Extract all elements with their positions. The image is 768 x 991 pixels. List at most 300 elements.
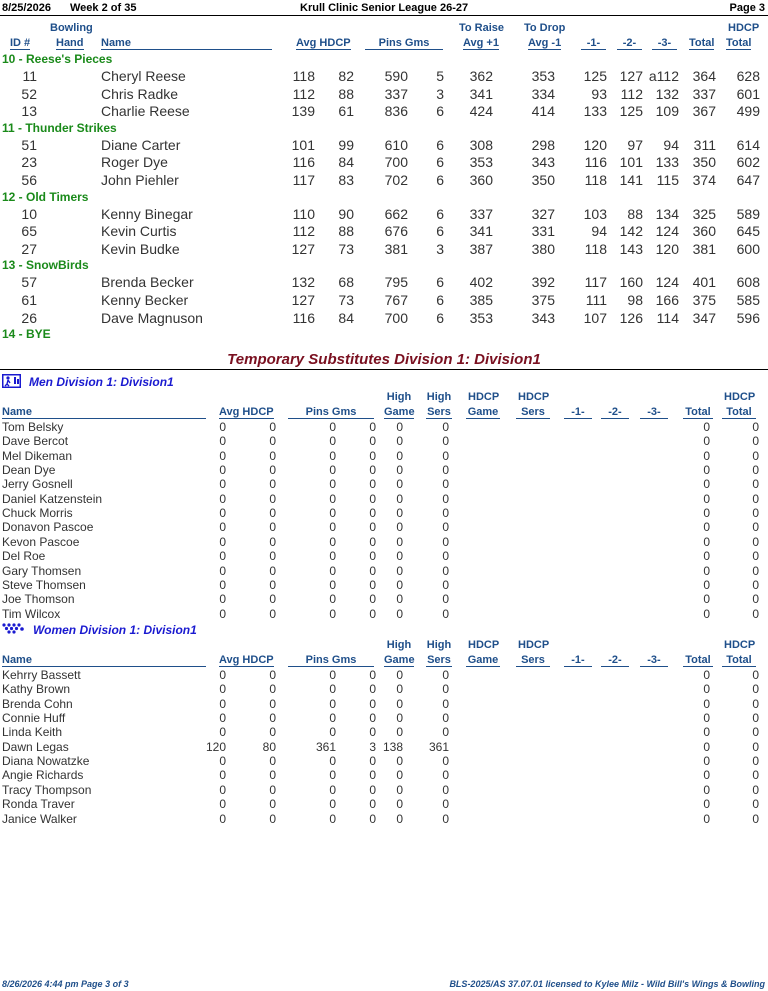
bowler-g1: 103: [583, 205, 607, 222]
substitute-hs: 0: [442, 549, 449, 564]
col-avg-hdcp: Avg HDCP: [296, 37, 351, 49]
substitute-hg: 0: [396, 606, 403, 621]
bowler-drop: 334: [531, 85, 555, 102]
bowler-g2: 160: [619, 274, 643, 291]
bowler-raise: 385: [469, 292, 493, 308]
bowler-hdcp: 90: [338, 205, 354, 222]
substitute-row: [0, 506, 768, 520]
col-name: Name: [2, 406, 206, 419]
substitute-pins: 361: [315, 739, 336, 754]
substitute-pins: 0: [329, 668, 336, 682]
bowler-drop: 392: [531, 274, 555, 291]
col-to-raise: To Raise: [459, 22, 505, 34]
substitute-row: [0, 711, 768, 725]
substitute-hs: 0: [442, 725, 449, 740]
team-header: 10 - Reese's Pieces: [2, 52, 113, 66]
bowler-raise: 337: [469, 205, 493, 222]
bowler-total: 367: [692, 103, 716, 120]
substitute-pins: 0: [329, 768, 336, 783]
substitute-hdcp: 0: [269, 782, 276, 797]
bowler-htotal: 499: [736, 103, 760, 120]
substitute-hg: 0: [396, 534, 403, 549]
bowler-raise: 424: [469, 103, 493, 120]
bowler-row: [0, 310, 768, 328]
substitutes-divider: [0, 369, 768, 370]
bowler-id: 23: [21, 154, 37, 171]
substitute-hdcp: 0: [269, 420, 276, 434]
bowler-g1: 93: [591, 85, 607, 102]
bowler-hdcp: 88: [338, 85, 354, 102]
bowler-name: Cheryl Reese: [101, 68, 186, 84]
substitute-row: [0, 768, 768, 782]
substitute-gms: 0: [369, 463, 376, 478]
substitute-gms: 0: [369, 797, 376, 812]
col-pins-gms: Pins Gms: [288, 654, 374, 667]
substitute-gms: 0: [369, 768, 376, 783]
substitute-avg: 0: [219, 768, 226, 783]
bowler-g2: 126: [619, 309, 643, 326]
col-game2: -2-: [601, 654, 629, 667]
bowler-pins: 676: [384, 223, 408, 240]
bowler-avg: 112: [292, 85, 315, 102]
substitute-pins: 0: [329, 534, 336, 549]
substitute-htotal: 0: [752, 563, 759, 578]
substitute-hdcp: 0: [269, 725, 276, 740]
substitute-name: Joe Thomson: [2, 592, 75, 607]
col-game3: -3-: [640, 654, 668, 667]
bowler-total: 325: [692, 205, 716, 222]
bowler-drop: 298: [531, 136, 555, 153]
substitute-pins: 0: [329, 491, 336, 506]
substitute-hdcp: 0: [269, 668, 276, 682]
substitute-hg: 138: [382, 739, 403, 754]
bowler-total: 350: [692, 154, 716, 171]
substitute-avg: 120: [205, 739, 226, 754]
bowler-gms: 3: [436, 240, 444, 257]
substitute-row: [0, 434, 768, 448]
substitute-htotal: 0: [752, 420, 759, 434]
col-game2: -2-: [601, 406, 629, 419]
substitute-name: Daniel Katzenstein: [2, 491, 103, 506]
substitute-hdcp: 0: [269, 434, 276, 449]
substitute-name: Steve Thomsen: [2, 577, 86, 592]
bowler-id: 13: [21, 103, 37, 120]
substitute-total: 0: [703, 668, 710, 682]
substitute-htotal: 0: [752, 811, 759, 826]
substitute-htotal: 0: [752, 491, 759, 506]
substitute-total: 0: [703, 534, 710, 549]
substitute-hs: 0: [442, 696, 449, 711]
bowler-name: Kevin Curtis: [101, 223, 177, 240]
bowler-name: Kenny Becker: [101, 292, 189, 308]
col-avg-hdcp: Avg HDCP: [219, 654, 274, 666]
bowler-name: Brenda Becker: [101, 274, 194, 291]
substitute-row: [0, 549, 768, 563]
substitute-name: Tim Wilcox: [2, 606, 61, 621]
substitute-pins: 0: [329, 592, 336, 607]
bowler-hdcp: 61: [338, 103, 354, 120]
substitute-hs: 0: [442, 520, 449, 535]
bowler-g2: 98: [627, 292, 643, 308]
col-hdcp-sers: Sers: [516, 406, 550, 419]
bowler-row: [0, 223, 768, 241]
substitute-htotal: 0: [752, 725, 759, 740]
bowler-raise: 341: [469, 223, 493, 240]
bowler-g1: 94: [591, 223, 607, 240]
substitute-avg: 0: [219, 754, 226, 769]
substitute-avg: 0: [219, 711, 226, 726]
substitute-hdcp: 0: [269, 463, 276, 478]
substitute-gms: 0: [369, 668, 376, 682]
bowler-drop: 331: [531, 223, 555, 240]
bowler-avg: 118: [292, 68, 315, 84]
substitute-pins: 0: [329, 711, 336, 726]
substitute-hg: 0: [396, 549, 403, 564]
bowler-total: 364: [692, 68, 716, 84]
substitute-pins: 0: [329, 463, 336, 478]
substitute-gms: 0: [369, 448, 376, 463]
substitute-hs: 0: [442, 682, 449, 697]
substitute-hdcp: 0: [269, 549, 276, 564]
bowler-g3: 94: [663, 136, 679, 153]
bowler-raise: 387: [469, 240, 493, 257]
substitute-hg: 0: [396, 768, 403, 783]
bowler-gms: 6: [436, 205, 444, 222]
col-pins-gms: Pins Gms: [288, 406, 374, 419]
substitute-avg: 0: [219, 549, 226, 564]
bowler-raise: 341: [469, 85, 493, 102]
bowler-g2: 143: [619, 240, 643, 257]
substitute-avg: 0: [219, 434, 226, 449]
substitute-row: [0, 668, 768, 682]
substitute-avg: 0: [219, 725, 226, 740]
bowler-g3: 124: [655, 274, 679, 291]
bowler-hdcp: 73: [338, 240, 354, 257]
substitute-hg: 0: [396, 448, 403, 463]
bowler-drop: 375: [531, 292, 555, 308]
substitute-hs: 0: [442, 768, 449, 783]
substitute-hdcp: 0: [269, 606, 276, 621]
substitute-hg: 0: [396, 725, 403, 740]
substitute-hdcp: 0: [269, 491, 276, 506]
substitute-avg: 0: [219, 563, 226, 578]
bowler-g3: 109: [655, 103, 679, 120]
substitute-name: Kathy Brown: [2, 682, 71, 697]
col-game1: -1-: [564, 406, 592, 419]
substitute-name: Connie Huff: [2, 711, 66, 726]
bowler-g1: 107: [583, 309, 607, 326]
bowler-g3: 132: [655, 85, 679, 102]
substitute-hs: 0: [442, 420, 449, 434]
substitute-gms: 0: [369, 725, 376, 740]
col-name: Name: [101, 37, 272, 50]
substitute-total: 0: [703, 768, 710, 783]
col-high-sers-top: High: [426, 391, 452, 403]
bowler-total: 374: [692, 172, 716, 188]
substitute-gms: 0: [369, 563, 376, 578]
substitute-pins: 0: [329, 448, 336, 463]
col-high-game: Game: [384, 406, 415, 418]
bowler-pins: 702: [384, 172, 408, 188]
substitute-gms: 0: [369, 577, 376, 592]
col-to-drop: To Drop: [524, 22, 566, 34]
substitute-hg: 0: [396, 696, 403, 711]
bowler-id: 56: [21, 172, 37, 188]
bowler-g2: 141: [619, 172, 643, 188]
bowler-htotal: 585: [736, 292, 760, 308]
bowler-row: [0, 154, 768, 172]
col-high-game: Game: [384, 654, 415, 666]
bowler-g3: 134: [655, 205, 679, 222]
bowler-gms: 6: [436, 103, 444, 120]
substitute-row: [0, 797, 768, 811]
substitute-htotal: 0: [752, 696, 759, 711]
substitute-gms: 0: [369, 520, 376, 535]
bowler-g1: 118: [584, 240, 607, 257]
bowler-pins: 795: [384, 274, 408, 291]
substitute-avg: 0: [219, 797, 226, 812]
bowler-gms: 6: [436, 274, 444, 291]
bowler-id: 51: [21, 136, 37, 153]
substitute-hg: 0: [396, 577, 403, 592]
substitute-avg: 0: [219, 520, 226, 535]
bowler-avg: 117: [292, 172, 315, 188]
substitute-hs: 0: [442, 797, 449, 812]
col-high-sers: Sers: [427, 406, 451, 418]
bowler-pins: 381: [384, 240, 408, 257]
substitute-avg: 0: [219, 463, 226, 478]
bowler-total: 311: [693, 136, 716, 153]
substitute-avg: 0: [219, 668, 226, 682]
substitute-row: [0, 564, 768, 578]
substitute-htotal: 0: [752, 739, 759, 754]
bowler-total: 375: [692, 292, 716, 308]
substitute-total: 0: [703, 448, 710, 463]
substitute-row: [0, 812, 768, 826]
bowler-id: 52: [21, 85, 37, 102]
substitute-pins: 0: [329, 696, 336, 711]
col-total: Total: [683, 654, 713, 667]
substitute-pins: 0: [329, 606, 336, 621]
substitute-row: [0, 682, 768, 696]
substitute-hg: 0: [396, 477, 403, 492]
substitute-avg: 0: [219, 592, 226, 607]
substitute-hg: 0: [396, 754, 403, 769]
bowler-name: Diane Carter: [101, 136, 181, 153]
substitute-hs: 0: [442, 491, 449, 506]
substitute-hg: 0: [396, 797, 403, 812]
substitute-hdcp: 0: [269, 711, 276, 726]
substitute-hg: 0: [396, 520, 403, 535]
bowler-id: 65: [21, 223, 37, 240]
substitute-total: 0: [703, 682, 710, 697]
substitute-pins: 0: [329, 477, 336, 492]
bowler-gms: 6: [436, 172, 444, 188]
substitute-hdcp: 0: [269, 696, 276, 711]
substitute-hs: 0: [442, 754, 449, 769]
footer-license: BLS-2025/AS 37.07.01 licensed to Kylee Milz - Wild Bill's Wings & Bowling: [449, 979, 765, 989]
substitute-gms: 0: [369, 534, 376, 549]
substitute-total: 0: [703, 420, 710, 434]
footer-timestamp: 8/26/2026 4:44 pm Page 3 of 3: [2, 979, 129, 989]
col-high-game-top: High: [386, 639, 412, 651]
substitute-gms: 0: [369, 682, 376, 697]
col-total: Total: [689, 37, 715, 49]
col-hdcp-total: Total: [722, 654, 756, 667]
bowler-drop: 350: [531, 172, 555, 188]
col-hdcp-total: Total: [726, 37, 752, 49]
substitute-gms: 0: [369, 506, 376, 521]
bowler-row: [0, 68, 768, 86]
bowler-g1: 111: [585, 292, 607, 308]
substitute-htotal: 0: [752, 448, 759, 463]
bowler-htotal: 596: [736, 309, 760, 326]
bowler-raise: 402: [469, 274, 493, 291]
substitute-pins: 0: [329, 811, 336, 826]
substitute-total: 0: [703, 434, 710, 449]
substitute-name: Del Roe: [2, 549, 46, 564]
bowler-pins: 337: [384, 85, 408, 102]
substitute-total: 0: [703, 696, 710, 711]
bowler-row: [0, 292, 768, 310]
col-high-sers: Sers: [427, 654, 451, 666]
week-label: Week 2 of 35: [70, 2, 137, 14]
bowler-g3: 114: [656, 309, 679, 326]
substitute-gms: 0: [369, 696, 376, 711]
substitute-hs: 0: [442, 782, 449, 797]
bowler-raise: 360: [469, 172, 493, 188]
substitute-total: 0: [703, 491, 710, 506]
bowler-row: [0, 103, 768, 121]
substitute-hdcp: 80: [262, 739, 276, 754]
bowler-g2: 125: [619, 103, 643, 120]
bowler-drop: 327: [531, 205, 555, 222]
substitute-gms: 0: [369, 549, 376, 564]
substitute-avg: 0: [219, 577, 226, 592]
substitute-hg: 0: [396, 506, 403, 521]
substitute-hs: 0: [442, 668, 449, 682]
substitute-name: Chuck Morris: [2, 506, 73, 521]
bowler-htotal: 589: [736, 205, 760, 222]
bowler-g1: 118: [584, 172, 607, 188]
bowler-row: [0, 137, 768, 155]
bowler-g1: 120: [583, 136, 607, 153]
substitute-name: Gary Thomsen: [2, 563, 82, 578]
bowler-htotal: 608: [736, 274, 760, 291]
substitute-avg: 0: [219, 811, 226, 826]
substitute-row: [0, 592, 768, 606]
substitute-hs: 0: [442, 477, 449, 492]
bowler-name: Chris Radke: [101, 85, 179, 102]
substitute-total: 0: [703, 577, 710, 592]
substitute-gms: 3: [369, 739, 376, 754]
substitute-total: 0: [703, 606, 710, 621]
col-avg-plus1: Avg +1: [463, 37, 499, 49]
substitute-gms: 0: [369, 477, 376, 492]
report-date: 8/25/2026: [2, 2, 51, 14]
substitute-hs: 0: [442, 606, 449, 621]
substitute-hs: 361: [428, 739, 449, 754]
substitute-pins: 0: [329, 754, 336, 769]
substitute-row: [0, 754, 768, 768]
substitute-name: Ronda Traver: [2, 797, 75, 812]
bowler-avg: 127: [291, 292, 315, 308]
col-game1: -1-: [581, 37, 606, 50]
substitute-htotal: 0: [752, 754, 759, 769]
substitute-hdcp: 0: [269, 520, 276, 535]
substitute-avg: 0: [219, 506, 226, 521]
substitute-hdcp: 0: [269, 563, 276, 578]
substitute-hdcp: 0: [269, 682, 276, 697]
col-hdcp-sers: Sers: [516, 654, 550, 667]
bowler-htotal: 600: [736, 240, 760, 257]
men-bowler-icon: [2, 374, 21, 388]
col-avg-hdcp: Avg HDCP: [219, 406, 274, 418]
substitute-gms: 0: [369, 434, 376, 449]
bowler-hdcp: 83: [338, 172, 354, 188]
substitute-row: [0, 578, 768, 592]
substitute-hdcp: 0: [269, 448, 276, 463]
bowler-avg: 112: [292, 223, 315, 240]
substitute-htotal: 0: [752, 768, 759, 783]
substitute-hdcp: 0: [269, 768, 276, 783]
substitute-name: Linda Keith: [2, 725, 63, 740]
substitute-row: [0, 520, 768, 534]
substitute-total: 0: [703, 463, 710, 478]
bowler-name: Dave Magnuson: [101, 309, 203, 326]
substitute-total: 0: [703, 506, 710, 521]
substitute-total: 0: [703, 520, 710, 535]
bowler-row: [0, 241, 768, 259]
substitute-hs: 0: [442, 534, 449, 549]
col-hdcp-total-top: HDCP: [724, 639, 756, 651]
bowler-total: 401: [692, 274, 716, 291]
substitute-pins: 0: [329, 725, 336, 740]
bowler-gms: 6: [436, 136, 444, 153]
bowler-g2: 127: [619, 68, 643, 84]
substitute-htotal: 0: [752, 463, 759, 478]
substitute-name: Janice Walker: [2, 811, 77, 826]
bowler-gms: 6: [436, 309, 444, 326]
substitute-hdcp: 0: [269, 811, 276, 826]
bowler-avg: 139: [291, 103, 315, 120]
substitute-hg: 0: [396, 420, 403, 434]
bowler-g2: 112: [620, 85, 643, 102]
substitute-hs: 0: [442, 506, 449, 521]
substitute-row: [0, 697, 768, 711]
bowler-hdcp: 88: [338, 223, 354, 240]
substitute-pins: 0: [329, 520, 336, 535]
substitute-htotal: 0: [752, 434, 759, 449]
substitute-name: Tracy Thompson: [2, 782, 92, 797]
bowler-avg: 132: [291, 274, 315, 291]
substitute-total: 0: [703, 782, 710, 797]
bowler-drop: 380: [531, 240, 555, 257]
col-high-sers-top: High: [426, 639, 452, 651]
bowler-raise: 353: [469, 309, 493, 326]
col-hdcp-total: Total: [722, 406, 756, 419]
bowler-avg: 116: [292, 154, 315, 171]
substitute-hs: 0: [442, 448, 449, 463]
substitute-hg: 0: [396, 491, 403, 506]
bowler-gms: 6: [436, 154, 444, 171]
col-hdcp-sers-top: HDCP: [518, 639, 550, 651]
substitute-gms: 0: [369, 811, 376, 826]
substitute-total: 0: [703, 592, 710, 607]
substitute-name: Donavon Pascoe: [2, 520, 94, 535]
bowler-g1: 133: [583, 103, 607, 120]
col-high-game-top: High: [386, 391, 412, 403]
